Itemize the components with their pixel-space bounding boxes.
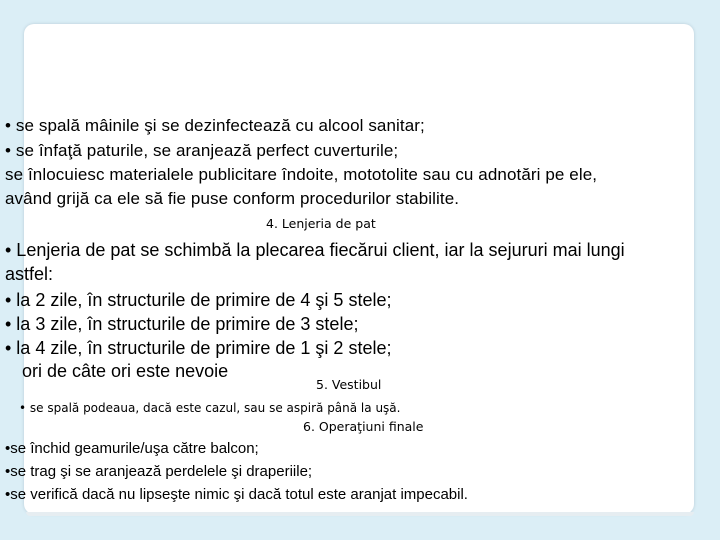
section-4-line-2: astfel:: [5, 264, 54, 284]
section-5-line: • se spală podeaua, dacă este cazul, sau se aspiră până la uşă.: [19, 401, 401, 415]
section-4-line-6: ori de câte ori este nevoie: [22, 361, 229, 381]
section-6-line-2: •se trag şi se aranjează perdelele şi draperiile;: [5, 463, 313, 480]
section-6-heading: 6. Operaţiuni finale: [303, 419, 424, 434]
slide-shadow: [26, 512, 694, 516]
section-4-line-1: • Lenjeria de pat se schimbă la plecarea fiecărui client, iar la sejururi mai lungi: [5, 240, 625, 260]
intro-line-2: • se înfaţă paturile, se aranjează perfect cuverturile;: [5, 141, 399, 160]
section-4-line-5: • la 4 zile, în structurile de primire de 1 şi 2 stele;: [5, 338, 392, 358]
intro-line-3: se înlocuiesc materialele publicitare îndoite, mototolite sau cu adnotări pe ele,: [5, 165, 598, 184]
section-4-line-4: • la 3 zile, în structurile de primire de 3 stele;: [5, 314, 359, 334]
section-4-line-3: • la 2 zile, în structurile de primire de 4 şi 5 stele;: [5, 290, 392, 310]
intro-line-4: având grijă ca ele să fie puse conform procedurilor stabilite.: [5, 189, 460, 208]
section-5-heading: 5. Vestibul: [316, 377, 382, 392]
section-6-line-1: •se închid geamurile/uşa către balcon;: [5, 440, 259, 457]
section-6-line-3: •se verifică dacă nu lipseşte nimic şi dacă totul este aranjat impecabil.: [5, 486, 468, 503]
intro-line-1: • se spală mâinile şi se dezinfectează cu alcool sanitar;: [5, 116, 425, 135]
section-4-heading: 4. Lenjeria de pat: [266, 216, 376, 231]
